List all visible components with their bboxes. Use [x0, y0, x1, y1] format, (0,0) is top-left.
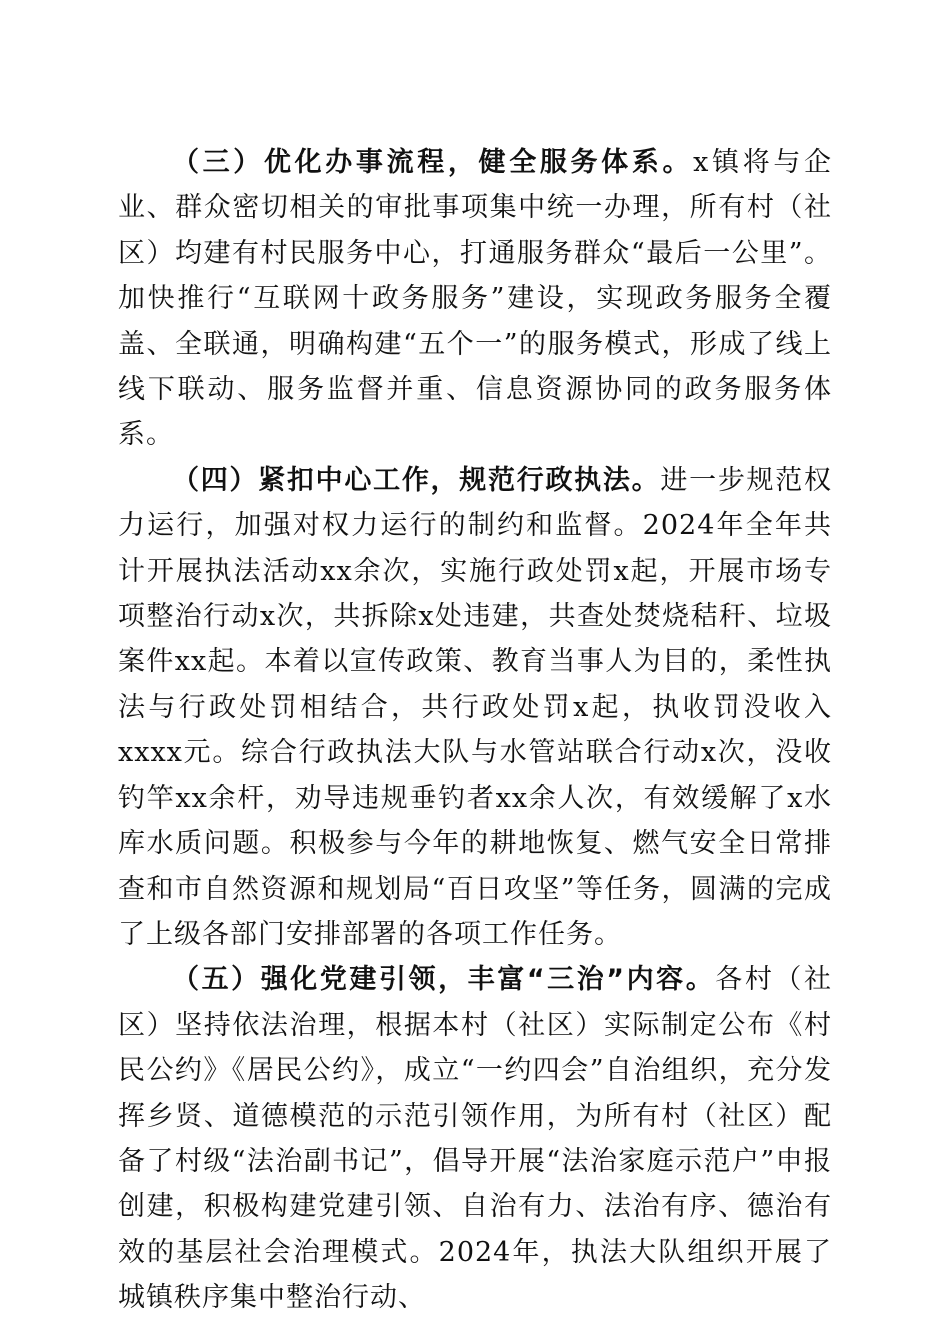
paragraph-body: 各村（社区）坚持依法治理，根据本村（社区）实际制定公布《村民公约》《居民公约》，成立“一约四会”自治组织，充分发挥乡贤、道德模范的示范引领作用，为所有村（社区）配备了村级“法治副书记”，倡导开展“法治家庭示范户”申报创建，积极构建党建引领、自治有力、法治有序、德治有效的基层社会治理模式。2024年，执法大队组织开展了城镇秩序集中整治行动、 — [118, 964, 833, 1314]
paragraph-optimize-service — [118, 140, 832, 458]
paragraph-body: x镇将与企业、群众密切相关的审批事项集中统一办理，所有村（社区）均建有村民服务中心，打通服务群众“最后一公里”。加快推行“互联网十政务服务”建设，实现政务服务全覆盖、全联通，明确构建“五个一”的服务模式，形成了线上线下联动、服务监督并重、信息资源协同的政务服务体系。 — [118, 147, 833, 451]
paragraph-heading: （四）紧扣中心工作，规范行政执法。 — [172, 464, 661, 496]
paragraph-law-enforcement — [118, 458, 832, 957]
paragraph-body: 进一步规范权力运行，加强对权力运行的制约和监督。2024年全年共计开展执法活动xx余次，实施行政处罚x起，开展市场专项整治行动x次，共拆除x处违建，共查处焚烧秸秆、垃圾案件xx起。本着以宣传政策、教育当事人为目的，柔性执法与行政处罚相结合，共行政处罚x起，执收罚没收入xxxx元。综合行政执法大队与水管站联合行动x次，没收钓竿xx余杆，劝导违规垂钓者xx余人次，有效缓解了x水库水质问题。积极参与今年的耕地恢复、燃气安全日常排查和市自然资源和规划局“百日攻坚”等任务，圆满的完成了上级各部门安排部署的各项工作任务。 — [118, 464, 833, 950]
paragraph-heading: （五）强化党建引领，丰富“三治”内容。 — [172, 964, 716, 996]
paragraph-party-building — [118, 957, 832, 1320]
paragraph-heading: （三）优化办事流程，健全服务体系。 — [172, 147, 694, 178]
